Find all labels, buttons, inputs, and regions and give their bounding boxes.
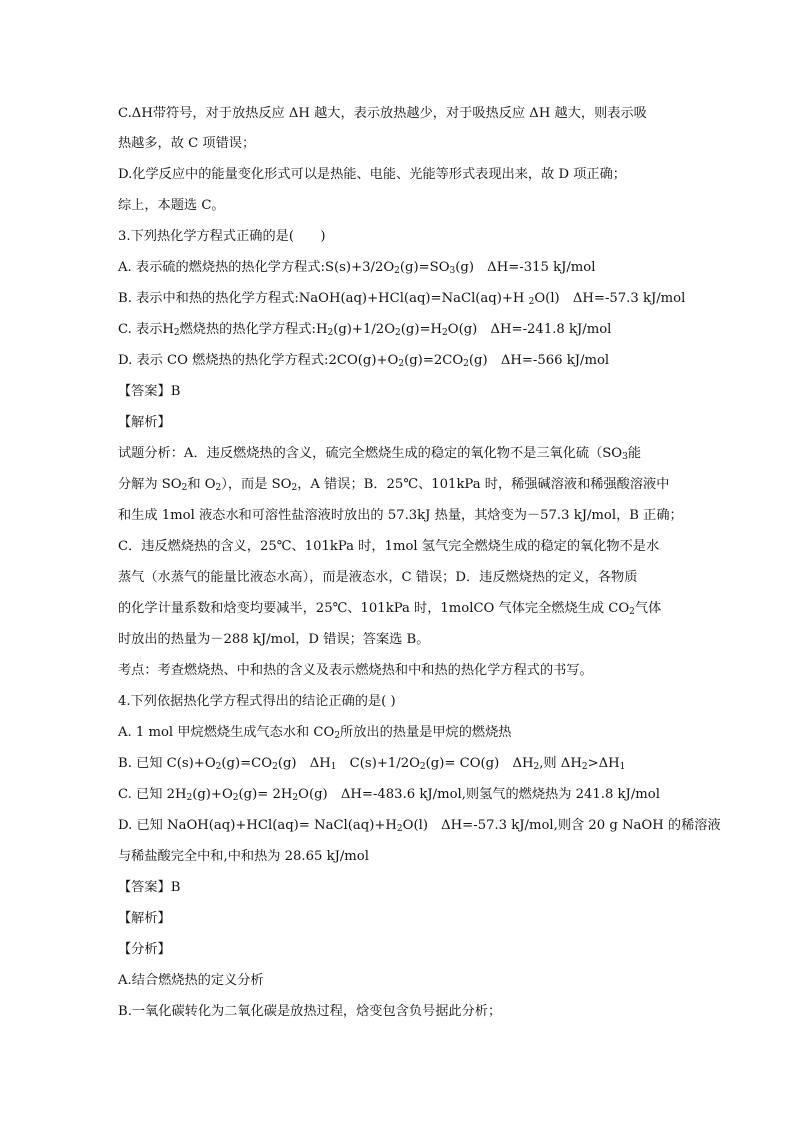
reasoning-label: 【分析】	[118, 942, 171, 957]
analysis-text: B.一氧化碳转化为二氧化碳是放热过程，焓变包含负号据此分析；	[118, 1004, 502, 1019]
option-d: D. 已知 NaOH(aq)+HCl(aq)= $NaCl(aq)+H_2O(l)$ ΔH=-57.3 kJ/mol,则含 20 g NaOH 的稀溶液	[118, 818, 721, 834]
text-line: C.ΔH带符号，对于放热反应 ΔH 越大，表示放热越少，对于吸热反应 ΔH 越大，则表示吸	[118, 106, 647, 121]
analysis-text: 分解为 $SO_2$和 $O_2$），而是 $SO_2$，A 错误；B．25℃、101kPa 时，稀强碱溶液和稀强酸溶液中	[118, 477, 670, 493]
analysis-text: 试题分析：A．违反燃烧热的含义，硫完全燃烧生成的稳定的氧化物不是三氧化硫（$SO_3$能	[118, 446, 642, 462]
option-d-continued: 与稀盐酸完全中和,中和热为 28.65 kJ/mol	[118, 849, 369, 864]
analysis-text: C．违反燃烧热的含义，25℃、101kPa 时，1mol 氢气完全燃烧生成的稳定的氧化物不是水	[118, 539, 660, 554]
exam-point: 考点：考查燃烧热、中和热的含义及表示燃烧热和中和热的热化学方程式的书写。	[118, 663, 593, 678]
option-b: B. 已知 $C(s)+O_2(g)=CO_2(g)$ $\Delta H_1$ $C(s)+1/2O_2(g)= CO(g)$ $\Delta H_2$,则 $\Delta H_2>\Delta H_1$	[118, 756, 626, 772]
text-line: 热越多，故 C 项错误；	[118, 136, 256, 151]
option-c: C. 已知 $2H_2(g)+O_2(g)= 2H_2O(g)$ ΔH=-483.6 kJ/mol,则氢气的燃烧热为 241.8 kJ/mol	[118, 787, 660, 803]
analysis-text: 和生成 1mol 液态水和可溶性盐溶液时放出的 57.3kJ 热量，其焓变为－57.3 kJ/mol，B 正确；	[118, 508, 683, 523]
text-line: D.化学反应中的能量变化形式可以是热能、电能、光能等形式表现出来，故 D 项正确；	[118, 167, 626, 182]
text-line: 综上，本题选 C。	[118, 198, 225, 213]
answer-label: 【答案】B	[118, 880, 181, 895]
option-a: A. 表示硫的燃烧热的热化学方程式$:S(s)+3/2O_2(g)=SO_3(g)$ ΔH=-315 kJ/mol	[118, 260, 596, 276]
analysis-text: 时放出的热量为－288 kJ/mol，D 错误；答案选 B。	[118, 632, 430, 647]
analysis-text: A.结合燃烧热的定义分析	[118, 973, 264, 988]
option-a: A. 1 mol 甲烷燃烧生成气态水和 $CO_2$所放出的热量是甲烷的燃烧热	[118, 725, 512, 741]
analysis-text: 的化学计量系数和焓变均要减半，25℃、101kPa 时，1molCO 气体完全燃烧生成 $CO_2$气体	[118, 601, 662, 617]
analysis-text: 蒸气（水蒸气的能量比液态水高），而是液态水，C 错误；D．违反燃烧热的定义，各物质	[118, 570, 638, 585]
question-title: 4.下列依据热化学方程式得出的结论正确的是( )	[118, 694, 396, 709]
answer-label: 【答案】B	[118, 384, 181, 399]
analysis-label: 【解析】	[118, 911, 171, 926]
analysis-label: 【解析】	[118, 415, 171, 430]
question-title: 3.下列热化学方程式正确的是( )	[118, 229, 326, 244]
option-c: C. 表示$H_2$燃烧热的热化学方程式$:H_2(g)+1/2O_2(g)=H_2O(g)$ ΔH=-241.8 kJ/mol	[118, 322, 612, 338]
option-d: D. 表示 CO 燃烧热的热化学方程式$:2CO(g)+O_2(g)=2CO_2(g)$ ΔH=-566 kJ/mol	[118, 353, 610, 369]
option-b: B. 表示中和热的热化学方程式:NaOH(aq)+HCl(aq)=NaCl(aq)+H $_2$O(l) ΔH=-57.3 kJ/mol	[118, 291, 686, 307]
